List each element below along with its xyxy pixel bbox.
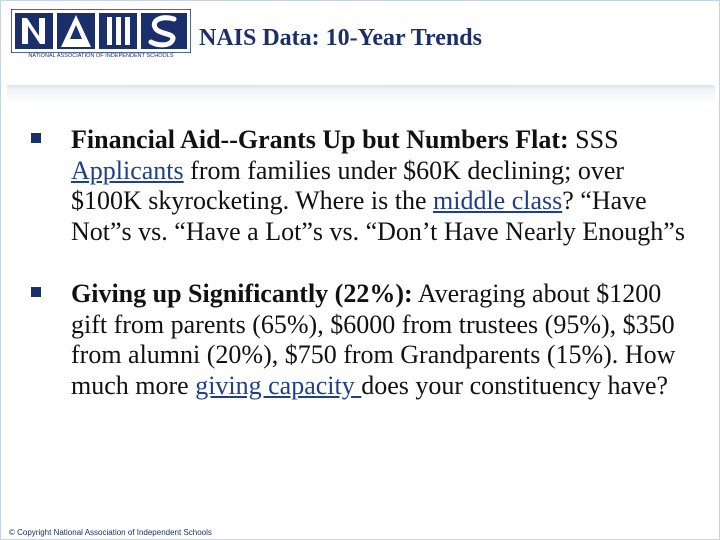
bullet-giving <box>31 279 701 401</box>
bullet-text: ? “Have Not”s vs. “Have a Lot”s vs. “Don’t Have Nearly Enough”s <box>71 186 685 246</box>
header-shade <box>7 89 715 105</box>
square-bullet-icon <box>31 133 41 143</box>
bullet-text: does your constituency have? <box>361 370 669 400</box>
bullet-lead: Giving up Significantly (22%): <box>71 279 413 308</box>
applicants-link[interactable]: Applicants <box>71 155 184 185</box>
bullet-financial-aid <box>31 125 701 247</box>
bullet-text: from families under $60K declining; over $100K skyrocketing. Where is the <box>71 155 625 215</box>
page-title: NAIS Data: 10-Year Trends <box>199 25 482 51</box>
bullet-text: SSS <box>568 125 619 154</box>
nais-logo <box>11 9 191 63</box>
copyright-footer: © Copyright National Association of Independent Schools <box>9 528 212 537</box>
bullet-lead: Financial Aid--Grants Up but Numbers Flat: <box>71 125 569 154</box>
header <box>1 1 720 87</box>
nais-logo-mark <box>11 9 191 53</box>
bullet-list <box>31 125 701 433</box>
square-bullet-icon <box>31 287 41 297</box>
giving-capacity-link[interactable]: giving capacity <box>195 370 362 400</box>
middle-class-link[interactable]: middle class <box>433 186 563 215</box>
bullet-text: Averaging about $1200 gift from parents (65%), $6000 from trustees (95%), $350 from alumni (20%), $750 from Grandparents (15%). How much more <box>71 279 676 400</box>
logo-caption: NATIONAL ASSOCIATION OF INDEPENDENT SCHOOLS <box>28 53 174 59</box>
